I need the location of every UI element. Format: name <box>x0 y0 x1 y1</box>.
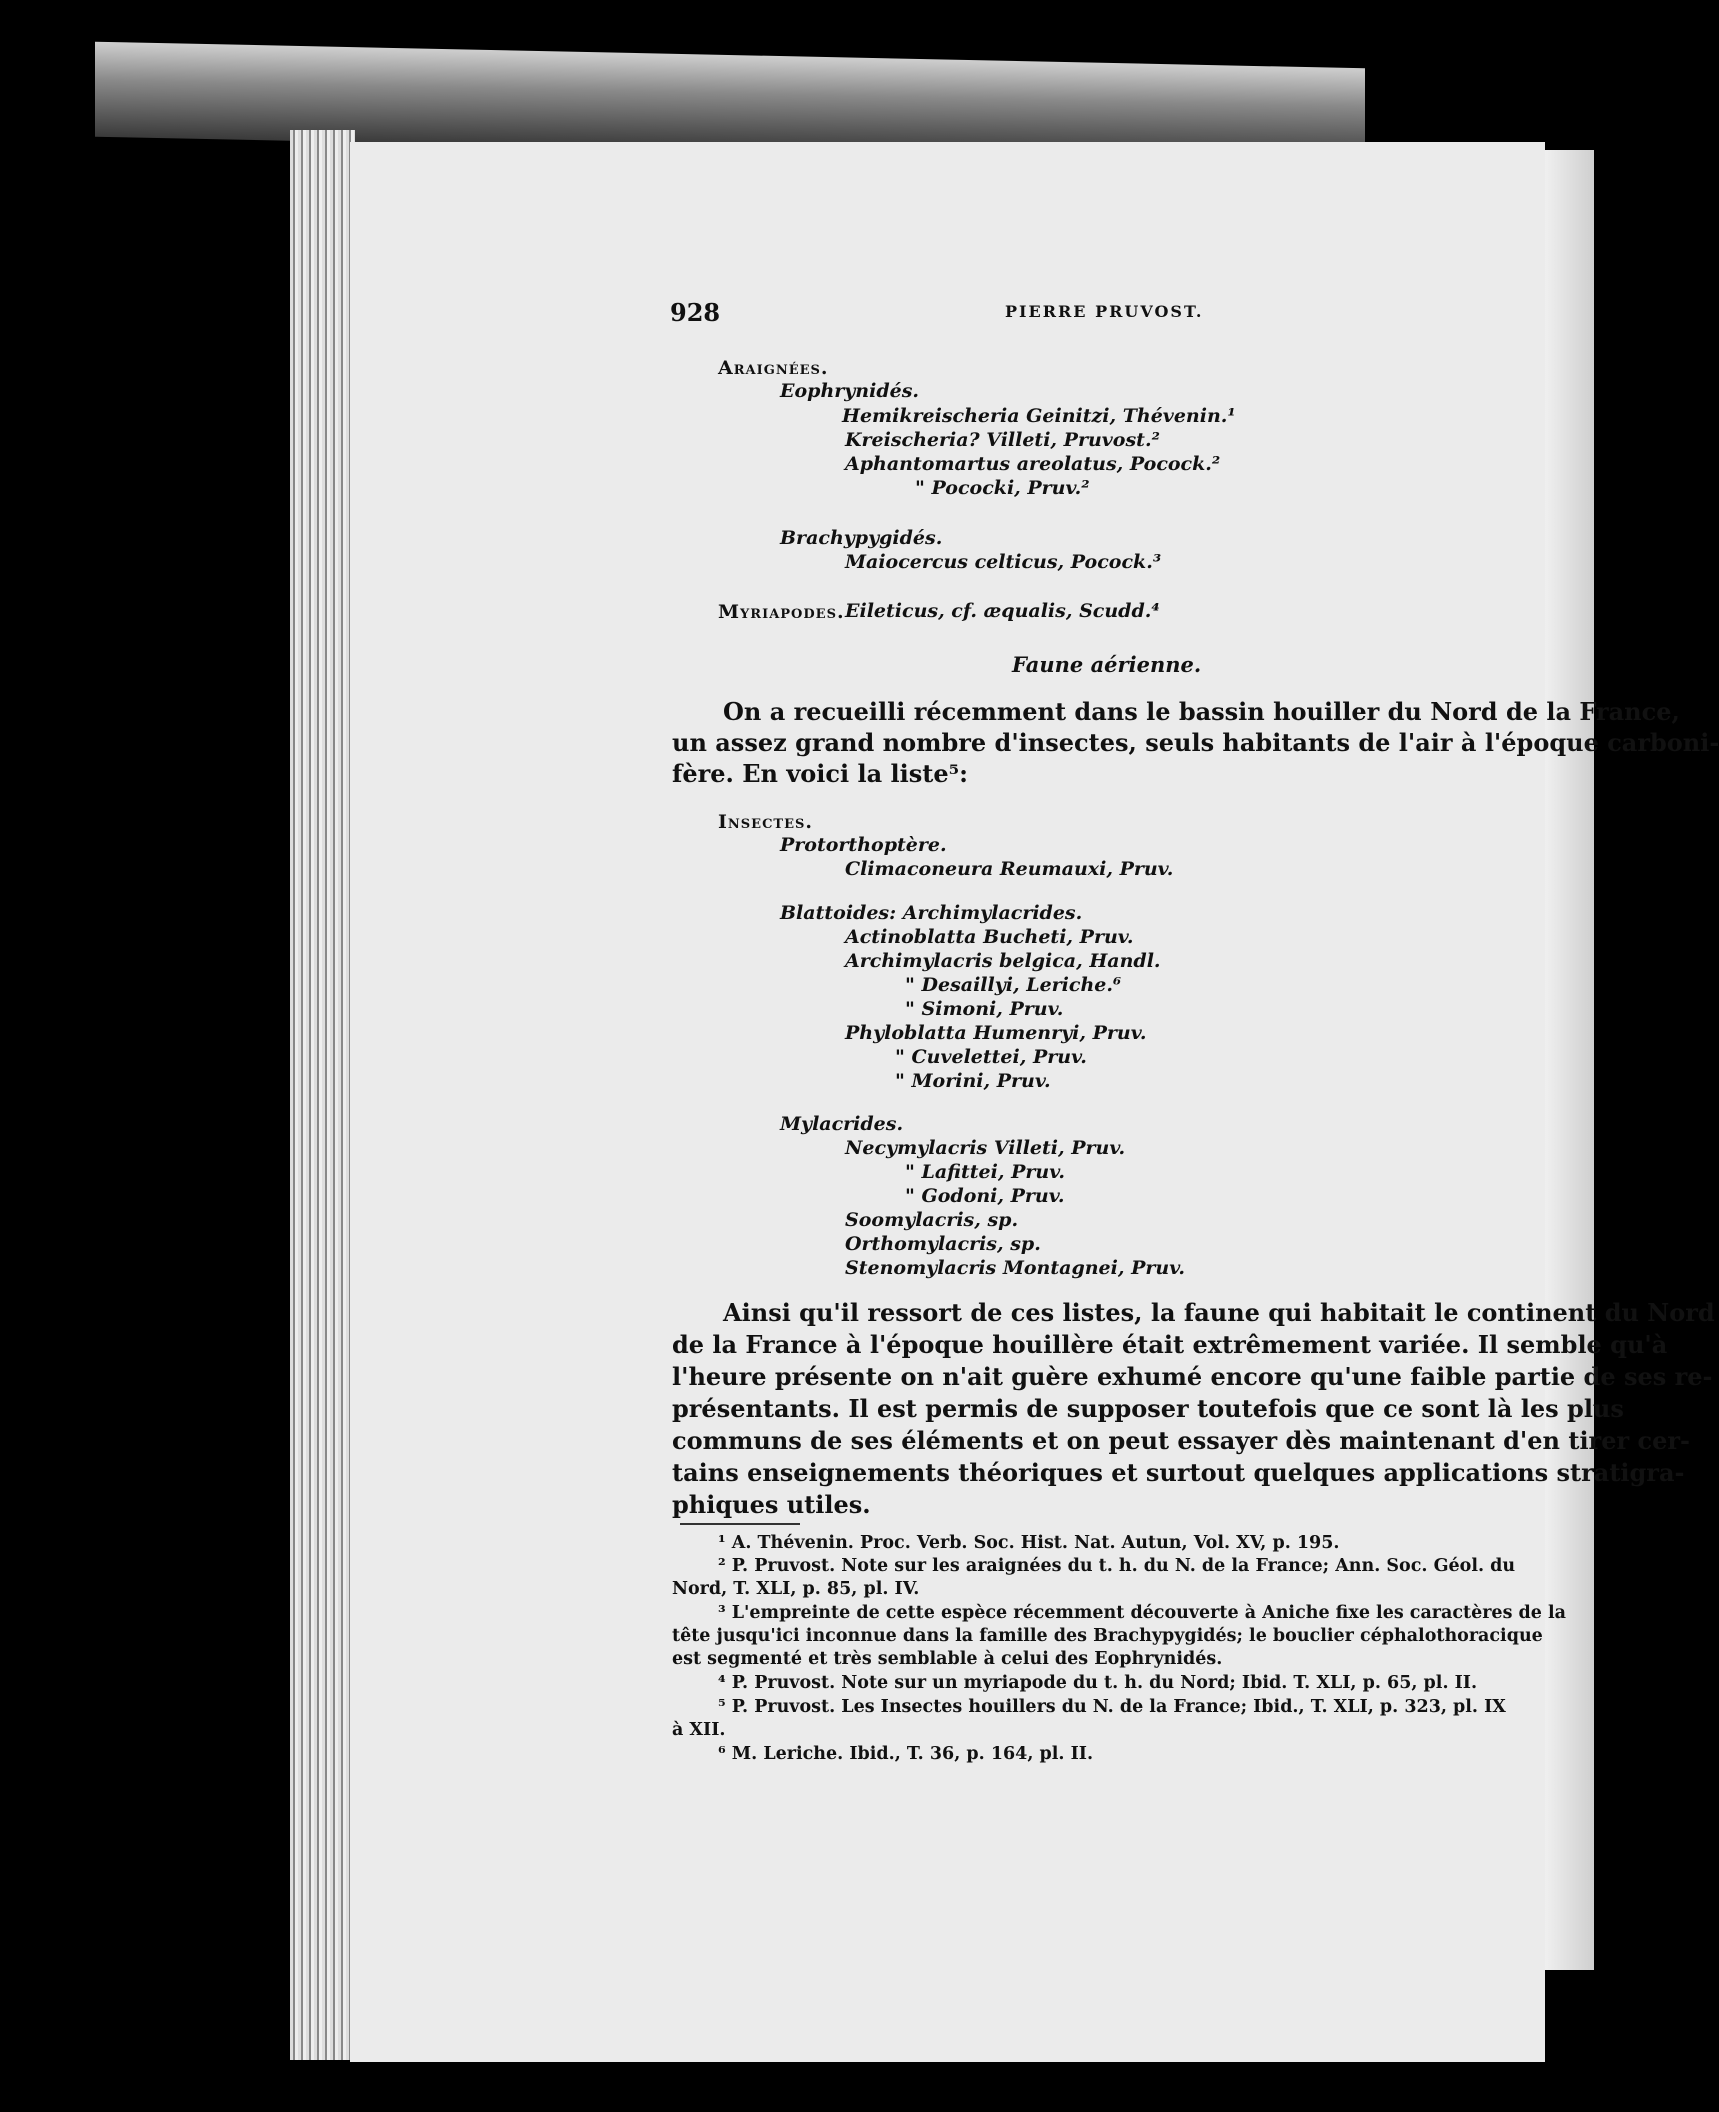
paragraph-line: de la France à l'époque houillère était extrêmement variée. Il semble qu'à <box>672 1330 1668 1359</box>
running-title: PIERRE PRUVOST. <box>1005 302 1204 321</box>
paragraph-line: Ainsi qu'il ressort de ces listes, la faune qui habitait le continent du Nord <box>723 1298 1715 1327</box>
footnote: ⁴ P. Pruvost. Note sur un myriapode du t. h. du Nord; Ibid. T. XLI, p. 65, pl. II. <box>718 1673 1478 1693</box>
section-insectes: Insectes. <box>718 811 813 833</box>
species-line: " Desaillyi, Leriche.⁶ <box>905 974 1122 996</box>
species-line: " Pococki, Pruv.² <box>915 477 1090 499</box>
species-line: Eileticus, cf. æqualis, Scudd.⁴ <box>845 600 1160 622</box>
species-line: " Godoni, Pruv. <box>905 1185 1065 1207</box>
footnote: ³ L'empreinte de cette espèce récemment découverte à Aniche fixe les caractères de la <box>718 1603 1566 1623</box>
species-line: Maiocercus celticus, Pocock.³ <box>845 551 1162 573</box>
species-line: " Lafittei, Pruv. <box>905 1161 1065 1183</box>
species-line: Phyloblatta Humenryi, Pruv. <box>845 1022 1147 1044</box>
species-line: Kreischeria? Villeti, Pruvost.² <box>845 429 1160 451</box>
species-line: " Cuvelettei, Pruv. <box>895 1046 1087 1068</box>
paragraph-line: tains enseignements théoriques et surtout quelques applications stratigra- <box>672 1458 1685 1487</box>
paragraph-line: phiques utiles. <box>672 1490 871 1519</box>
page-number: 928 <box>670 298 721 327</box>
footnote: ² P. Pruvost. Note sur les araignées du t. h. du N. de la France; Ann. Soc. Géol. du <box>718 1556 1516 1576</box>
footnote: tête jusqu'ici inconnue dans la famille des Brachypygidés; le bouclier céphalothoracique <box>672 1626 1543 1646</box>
family-brachypygides: Brachypygidés. <box>780 527 943 549</box>
species-line: Archimylacris belgica, Handl. <box>845 950 1161 972</box>
species-line: Soomylacris, sp. <box>845 1209 1019 1231</box>
paragraph-line: communs de ses éléments et on peut essayer dès maintenant d'en tirer cer- <box>672 1426 1690 1455</box>
group-label: Protorthoptère. <box>780 834 947 856</box>
group-label: Mylacrides. <box>780 1113 904 1135</box>
species-line: " Morini, Pruv. <box>895 1070 1051 1092</box>
footnote: est segmenté et très semblable à celui des Eophrynidés. <box>672 1649 1223 1669</box>
section-araignees: Araignées. <box>718 357 829 379</box>
footnote: ⁶ M. Leriche. Ibid., T. 36, p. 164, pl. II. <box>718 1744 1094 1764</box>
paragraph-line: un assez grand nombre d'insectes, seuls habitants de l'air à l'époque carboni- <box>672 728 1719 757</box>
section-myriapodes: Myriapodes. <box>718 601 845 623</box>
paragraph-line: présentants. Il est permis de supposer toutefois que ce sont là les plus <box>672 1394 1624 1423</box>
section-title: Faune aérienne. <box>1012 652 1202 677</box>
species-line: Orthomylacris, sp. <box>845 1233 1041 1255</box>
species-line: " Simoni, Pruv. <box>905 998 1064 1020</box>
species-line: Climaconeura Reumauxi, Pruv. <box>845 858 1174 880</box>
footnote: à XII. <box>672 1720 726 1740</box>
paragraph-line: On a recueilli récemment dans le bassin houiller du Nord de la France, <box>723 697 1680 726</box>
footnote-rule <box>680 1523 800 1525</box>
species-line: Actinoblatta Bucheti, Pruv. <box>845 926 1134 948</box>
family-eophrynides: Eophrynidés. <box>780 380 920 402</box>
facing-page-edge <box>1545 150 1594 1970</box>
footnote: ⁵ P. Pruvost. Les Insectes houillers du N. de la France; Ibid., T. XLI, p. 323, pl. IX <box>718 1697 1506 1717</box>
page-stack-edge <box>290 130 355 2060</box>
paragraph-line: l'heure présente on n'ait guère exhumé encore qu'une faible partie de ses re- <box>672 1362 1713 1391</box>
species-line: Necymylacris Villeti, Pruv. <box>845 1137 1126 1159</box>
species-line: Stenomylacris Montagnei, Pruv. <box>845 1257 1185 1279</box>
species-line: Aphantomartus areolatus, Pocock.² <box>845 453 1221 475</box>
paragraph-line: fère. En voici la liste⁵: <box>672 759 968 788</box>
species-line: Hemikreischeria Geinitzi, Thévenin.¹ <box>842 405 1236 427</box>
group-label: Blattoides: Archimylacrides. <box>780 902 1083 924</box>
footnote: ¹ A. Thévenin. Proc. Verb. Soc. Hist. Nat. Autun, Vol. XV, p. 195. <box>718 1533 1340 1553</box>
footnote: Nord, T. XLI, p. 85, pl. IV. <box>672 1579 920 1599</box>
